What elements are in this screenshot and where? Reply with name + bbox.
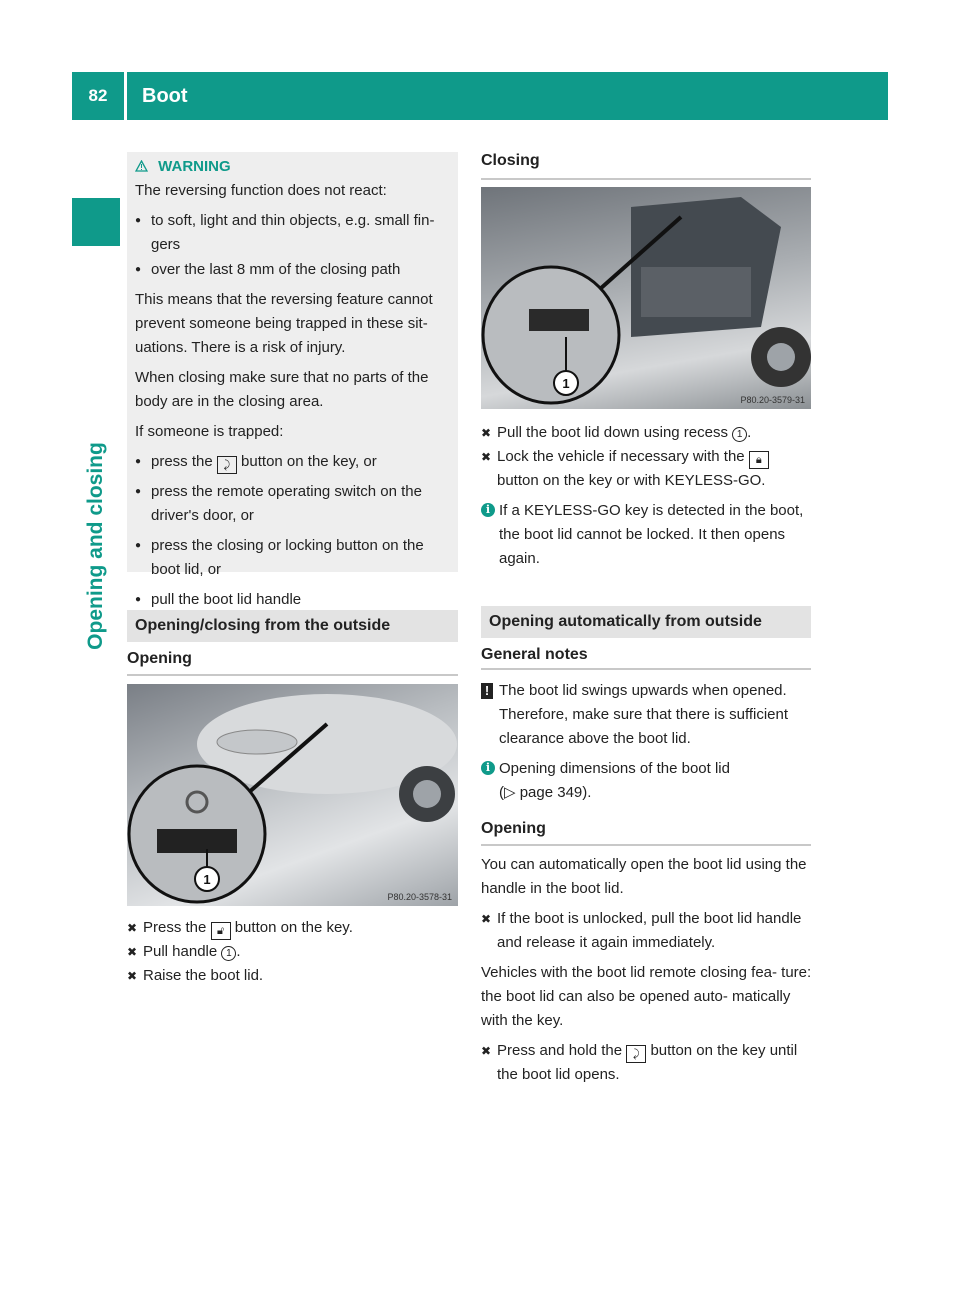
photo-code: P80.20-3578-31 xyxy=(387,892,452,902)
info-note: i If a KEYLESS-GO key is detected in the boot, the boot lid cannot be locked. It then opens again. xyxy=(481,499,811,571)
boot-recess-photo xyxy=(481,187,811,409)
warning-bullet: ● press the remote operating switch on the driver's door, or xyxy=(135,480,453,528)
subheading: Opening xyxy=(481,820,546,837)
callout-number: 1 xyxy=(562,376,570,391)
subheading: General notes xyxy=(481,646,588,663)
closing-steps xyxy=(481,421,811,571)
opening-steps xyxy=(127,916,458,988)
step-item: ✖ If the boot is unlocked, pull the boot lid handle and release it again immediately. xyxy=(481,907,813,955)
warning-paragraph: This means that the reversing feature cannot prevent someone being trapped in these sit- uations. There is a risk of injury. xyxy=(135,291,433,356)
info-note: i Opening dimensions of the boot lid xyxy=(481,757,811,781)
warning-bullet: ● over the last 8 mm of the closing path xyxy=(135,258,453,282)
step-item: ✖ Raise the boot lid. xyxy=(127,964,458,988)
step-item: ✖ Pull handle 1 . xyxy=(127,940,458,964)
info-icon: i xyxy=(481,761,495,775)
arrow-right-icon: ✖ xyxy=(481,912,492,926)
step-item: ✖ Press the 🔓︎ button on the key. xyxy=(127,916,458,940)
info-icon: i xyxy=(481,503,495,517)
arrow-right-icon: ✖ xyxy=(127,921,138,935)
subheading: Opening xyxy=(127,650,192,667)
divider xyxy=(481,668,811,670)
boot-handle-photo xyxy=(127,684,458,906)
divider xyxy=(481,178,811,180)
callout-ref: 1 xyxy=(732,427,747,442)
arrow-right-icon: ✖ xyxy=(481,426,492,440)
auto-opening-content xyxy=(481,853,813,1087)
warning-triangle-icon xyxy=(135,158,152,175)
warning-paragraph: If someone is trapped: xyxy=(135,423,284,440)
section-title: Opening automatically from outside xyxy=(481,606,811,638)
step-item: ✖ Pull the boot lid down using recess 1 . xyxy=(481,421,811,445)
header-bar xyxy=(72,72,888,120)
callout-ref: 1 xyxy=(221,946,236,961)
warning-bullet: ● to soft, light and thin objects, e.g. small fin- gers xyxy=(135,209,453,257)
subheading: Closing xyxy=(481,152,540,169)
divider xyxy=(481,844,811,846)
boot-lid-icon: ⤸ xyxy=(217,456,237,474)
step-item: ✖ Lock the vehicle if necessary with the 🔒︎ button on the key or with KEYLESS-GO. xyxy=(481,445,811,493)
sidebar-chapter-label: Opening and closing xyxy=(84,442,107,650)
arrow-right-icon: ✖ xyxy=(127,945,138,959)
arrow-right-icon: ✖ xyxy=(481,450,492,464)
arrow-right-icon: ✖ xyxy=(127,969,138,983)
warning-paragraph: When closing make sure that no parts of the body are in the closing area. xyxy=(135,369,429,410)
unlock-icon: 🔓︎ xyxy=(211,922,231,940)
caution-note: ! The boot lid swings upwards when opened. Therefore, make sure that there is sufficient clearance above the boot lid. xyxy=(481,679,811,751)
boot-lid-icon: ⤸ xyxy=(626,1045,646,1063)
general-notes xyxy=(481,679,811,805)
callout-number: 1 xyxy=(203,872,211,887)
page-reference[interactable]: (▷ page 349). xyxy=(499,784,592,801)
page-number: 82 xyxy=(88,86,108,105)
header-divider xyxy=(124,72,127,120)
paragraph: You can automatically open the boot lid using the handle in the boot lid. xyxy=(481,856,807,897)
paragraph: Vehicles with the boot lid remote closing fea- ture: the boot lid can also be opened auto- matically with the key. xyxy=(481,964,812,1029)
page-title: Boot xyxy=(142,85,188,107)
sidebar-tab xyxy=(72,198,120,246)
lock-icon: 🔒︎ xyxy=(749,451,769,469)
warning-content xyxy=(135,155,453,612)
photo-code: P80.20-3579-31 xyxy=(740,395,805,405)
arrow-right-icon: ✖ xyxy=(481,1044,492,1058)
warning-title: WARNING xyxy=(135,155,453,179)
warning-intro: The reversing function does not react: xyxy=(135,182,387,199)
exclamation-icon: ! xyxy=(481,683,493,699)
warning-bullet: ● press the closing or locking button on the boot lid, or xyxy=(135,534,453,582)
section-title: Opening/closing from the outside xyxy=(127,610,458,642)
step-item: ✖ Press and hold the ⤸ button on the key until the boot lid opens. xyxy=(481,1039,813,1087)
warning-bullet: ● press the ⤸ button on the key, or xyxy=(135,450,453,474)
divider xyxy=(127,674,458,676)
warning-bullet: ● pull the boot lid handle xyxy=(135,588,453,612)
